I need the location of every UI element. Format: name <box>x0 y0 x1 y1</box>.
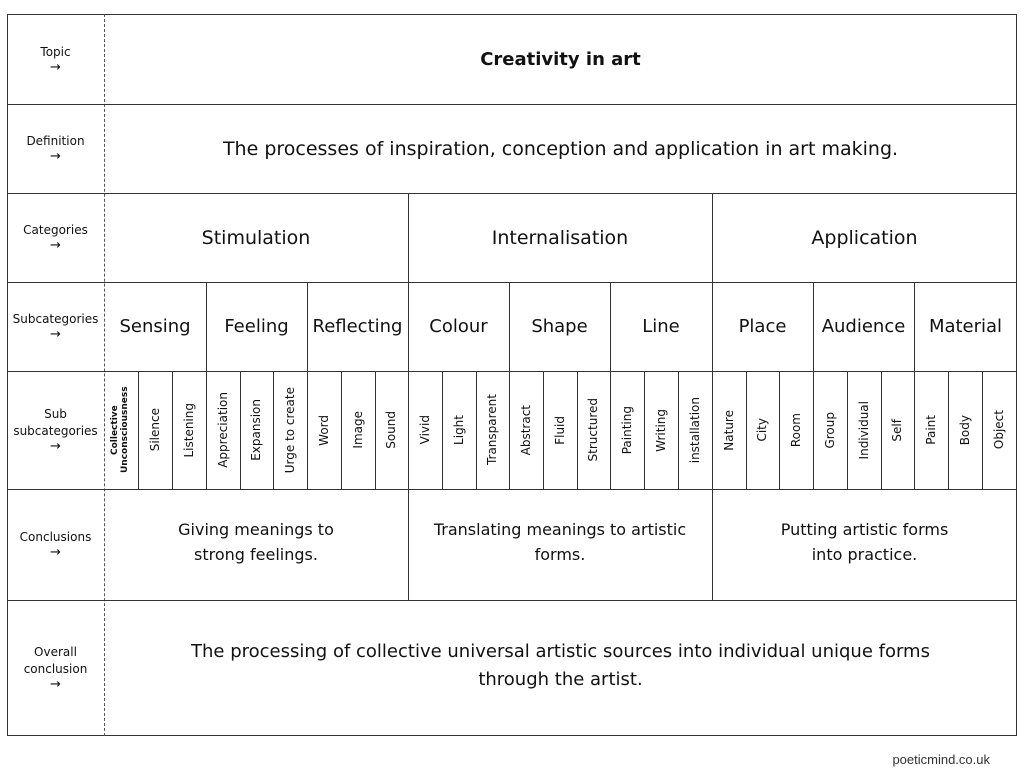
subsub-label: Image <box>350 411 365 449</box>
column-divider <box>138 371 139 489</box>
subsub-urge-to-create <box>273 371 307 489</box>
subsub-label: Sound <box>384 411 398 449</box>
row-label-topic <box>7 14 104 104</box>
column-divider <box>813 282 814 489</box>
arrow-icon: → <box>50 238 61 253</box>
subsub-painting <box>610 371 644 489</box>
subcategory-reflecting: Reflecting <box>312 316 403 337</box>
subsub-transparent <box>476 371 509 489</box>
subsub-individual <box>847 371 881 489</box>
column-divider <box>644 371 645 489</box>
subsub-label: Expansion <box>249 399 263 461</box>
subcategory-place: Place <box>738 316 787 337</box>
conclusion-internalisation <box>408 489 712 600</box>
subsub-expansion <box>240 371 273 489</box>
subsub-body <box>948 371 982 489</box>
subsub-label: installation <box>687 396 702 464</box>
subsub-structured <box>577 371 610 489</box>
subsub-image <box>341 371 375 489</box>
subcategory-audience: Audience <box>821 316 906 337</box>
row-label-overall <box>7 600 104 736</box>
column-divider <box>847 371 848 489</box>
subsub-label: City <box>755 418 769 442</box>
subcategory-shape: Shape <box>531 316 588 337</box>
subsub-label: Individual <box>856 400 871 460</box>
column-divider <box>206 282 207 489</box>
row-label-categories <box>7 193 104 282</box>
column-divider <box>678 371 679 489</box>
category-internalisation: Internalisation <box>491 226 629 249</box>
subsub-label: Transparent <box>485 394 499 466</box>
arrow-icon: → <box>50 545 61 560</box>
subsub-label: Object <box>992 410 1006 450</box>
conclusion-line: Putting artistic forms <box>780 520 949 539</box>
subsub-appreciation <box>206 371 240 489</box>
column-divider <box>881 371 882 489</box>
subsub-label: Abstract <box>518 404 533 456</box>
column-divider <box>408 193 409 600</box>
subsub-writing <box>644 371 678 489</box>
row-label-sub-subcategories <box>7 371 104 489</box>
subsub-label: Painting <box>619 405 634 455</box>
subsub-label: Listening <box>181 402 196 458</box>
arrow-icon: → <box>50 327 61 342</box>
row-label-definition-text: Definition <box>26 134 85 148</box>
subsub-vivid <box>408 371 442 489</box>
row-label-overall-text-1: Overall <box>34 645 77 659</box>
column-divider <box>543 371 544 489</box>
subcategory-line: Line <box>642 316 680 337</box>
conclusion-application <box>712 489 1017 600</box>
subcategory-feeling: Feeling <box>224 316 289 337</box>
site-credit: poeticmind.co.uk <box>892 752 990 767</box>
subsub-label: Paint <box>923 415 938 445</box>
conclusion-line: strong feelings. <box>194 545 318 564</box>
subcategory-material: Material <box>928 316 1003 337</box>
row-divider <box>7 282 1017 283</box>
subcategory-colour: Colour <box>429 316 488 337</box>
column-divider <box>610 282 611 489</box>
conclusion-line: forms. <box>534 545 586 564</box>
column-divider <box>577 371 578 489</box>
subsub-abstract <box>509 371 543 489</box>
subsub-light <box>442 371 476 489</box>
topic-title: Creativity in art <box>480 48 641 70</box>
row-label-definition <box>7 104 104 193</box>
row-divider <box>7 600 1017 601</box>
row-divider <box>7 193 1017 194</box>
column-divider <box>712 193 713 600</box>
column-divider <box>240 371 241 489</box>
subsub-label: Vivid <box>417 415 432 445</box>
arrow-icon: → <box>50 149 61 164</box>
row-label-sub-text-2: subcategories <box>13 424 98 438</box>
subsub-paint <box>914 371 948 489</box>
subsub-nature <box>712 371 746 489</box>
category-application: Application <box>811 226 918 249</box>
subsub-group <box>813 371 847 489</box>
category-stimulation: Stimulation <box>201 226 311 249</box>
subsub-label: Body <box>957 414 972 446</box>
conclusion-line: Translating meanings to artistic <box>433 520 687 539</box>
subsub-collective-unconsciousness <box>104 371 138 489</box>
arrow-icon: → <box>50 677 61 692</box>
column-divider <box>948 371 949 489</box>
subsub-label: Room <box>788 412 803 448</box>
subsub-label: Light <box>451 415 466 445</box>
definition-text: The processes of inspiration, conception and application in art making. <box>222 137 899 160</box>
row-divider <box>7 489 1017 490</box>
conclusion-line: Giving meanings to <box>178 520 334 539</box>
subsub-label: Fluid <box>552 415 567 445</box>
column-divider <box>172 371 173 489</box>
subsub-label: Writing <box>653 408 668 452</box>
row-label-topic-text: Topic <box>40 44 71 59</box>
subsub-label: Appreciation <box>215 392 230 468</box>
column-divider <box>375 371 376 489</box>
arrow-icon: → <box>50 59 61 75</box>
subsub-label: Urge to create <box>282 386 297 474</box>
subsub-self <box>881 371 914 489</box>
subsub-city <box>746 371 779 489</box>
subsub-word <box>307 371 341 489</box>
column-divider <box>982 371 983 489</box>
column-divider <box>442 371 443 489</box>
subsub-label: Word <box>316 414 331 446</box>
subsub-label: Silence <box>147 408 162 452</box>
column-divider <box>779 371 780 489</box>
arrow-icon: → <box>50 439 61 454</box>
subsub-label: Nature <box>721 409 736 451</box>
label-column-divider <box>104 14 105 736</box>
row-label-overall-text-2: conclusion <box>23 662 88 676</box>
column-divider <box>914 282 915 489</box>
column-divider <box>509 282 510 489</box>
overall-line: The processing of collective universal artistic sources into individual unique forms <box>191 641 930 662</box>
conclusion-stimulation <box>104 489 408 600</box>
column-divider <box>307 282 308 489</box>
subsub-installation <box>678 371 712 489</box>
subsub-label: Collective Unconsciousness <box>110 386 130 474</box>
column-divider <box>341 371 342 489</box>
subsub-listening <box>172 371 206 489</box>
subsub-object <box>982 371 1017 489</box>
conclusion-line: into practice. <box>811 545 918 564</box>
subsub-fluid <box>543 371 577 489</box>
subsub-room <box>779 371 813 489</box>
row-label-subcategories <box>7 282 104 371</box>
subsub-label: Structured <box>586 398 600 462</box>
subcategory-sensing: Sensing <box>119 316 191 337</box>
subsub-label: Group <box>822 411 837 449</box>
row-label-conclusions-text: Conclusions <box>19 530 92 544</box>
column-divider <box>476 371 477 489</box>
row-divider <box>7 104 1017 105</box>
subsub-silence <box>138 371 172 489</box>
row-label-conclusions <box>7 489 104 600</box>
row-label-sub-text-1: Sub <box>44 407 67 421</box>
row-label-categories-text: Categories <box>23 223 88 237</box>
row-label-subcategories-text: Subcategories <box>12 312 99 326</box>
column-divider <box>273 371 274 489</box>
row-divider <box>7 371 1017 372</box>
overall-line: through the artist. <box>478 669 643 690</box>
column-divider <box>746 371 747 489</box>
subsub-label: Self <box>890 418 904 442</box>
overall-conclusion <box>104 600 1017 736</box>
subsub-sound <box>375 371 408 489</box>
